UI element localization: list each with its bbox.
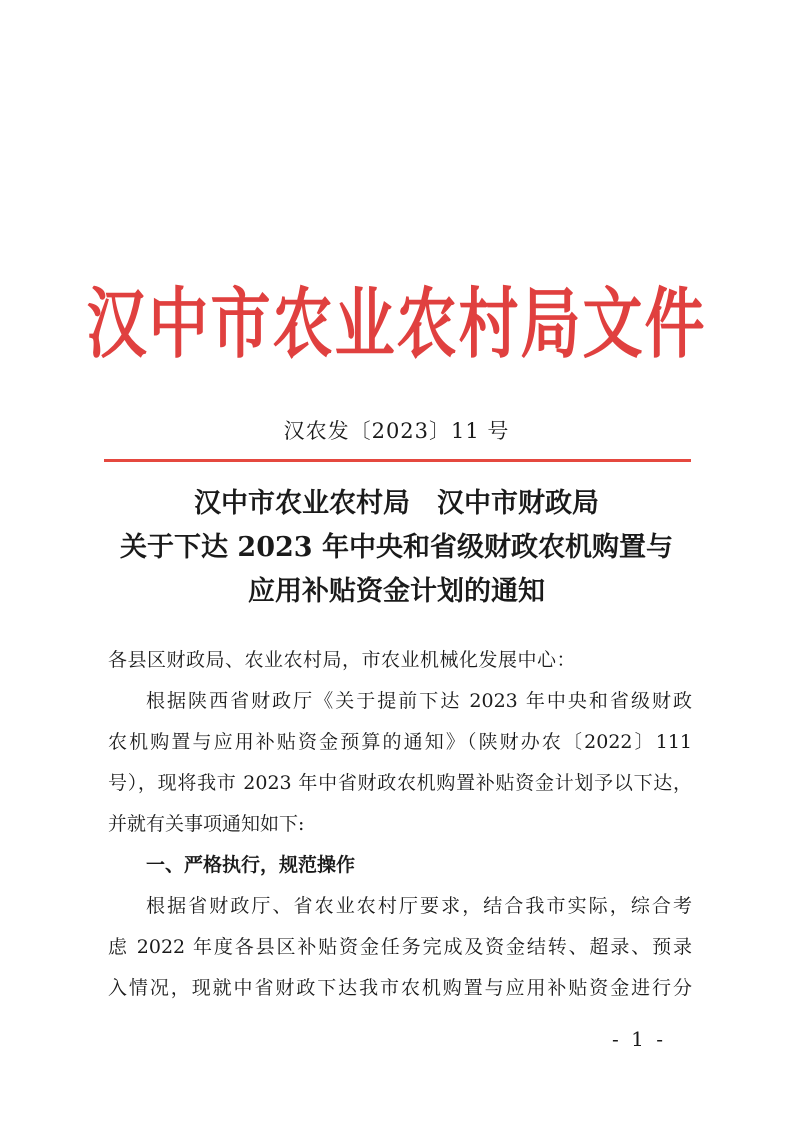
masthead-title: 汉中市农业农村局文件 xyxy=(86,280,707,370)
paragraph-line: 虑 2022 年度各县区补贴资金任务完成及资金结转、超录、预录 xyxy=(108,936,692,958)
notice-title xyxy=(0,482,793,614)
red-divider-rule xyxy=(104,459,691,462)
title-line: 关于下达 2023 年中央和省级财政农机购置与 xyxy=(120,532,673,563)
paragraph-line: 号），现将我市 2023 年中省财政农机购置补贴资金计划予以下达， xyxy=(108,772,692,794)
document-body xyxy=(108,640,692,1009)
title-line: 汉中市农业农村局 汉中市财政局 xyxy=(194,488,599,519)
paragraph-line: 根据省财政厅、省农业农村厅要求，结合我市实际，综合考 xyxy=(146,895,692,917)
paragraph-line: 根据陕西省财政厅《关于提前下达 2023 年中央和省级财政 xyxy=(146,690,692,712)
title-line: 应用补贴资金计划的通知 xyxy=(248,576,545,607)
paragraph-line: 并就有关事项通知如下: xyxy=(108,813,305,835)
paragraph-line: 入情况，现就中省财政下达我市农机购置与应用补贴资金进行分 xyxy=(108,977,692,999)
document-number: 汉农发〔2023〕11 号 xyxy=(283,419,510,443)
salutation: 各县区财政局、农业农村局，市农业机械化发展中心： xyxy=(108,649,577,671)
paragraph-line: 农机购置与应用补贴资金预算的通知》（陕财办农〔2022〕111 xyxy=(108,731,692,753)
page-number: - 1 - xyxy=(612,1027,666,1051)
section-heading: 一、严格执行，规范操作 xyxy=(146,854,356,876)
